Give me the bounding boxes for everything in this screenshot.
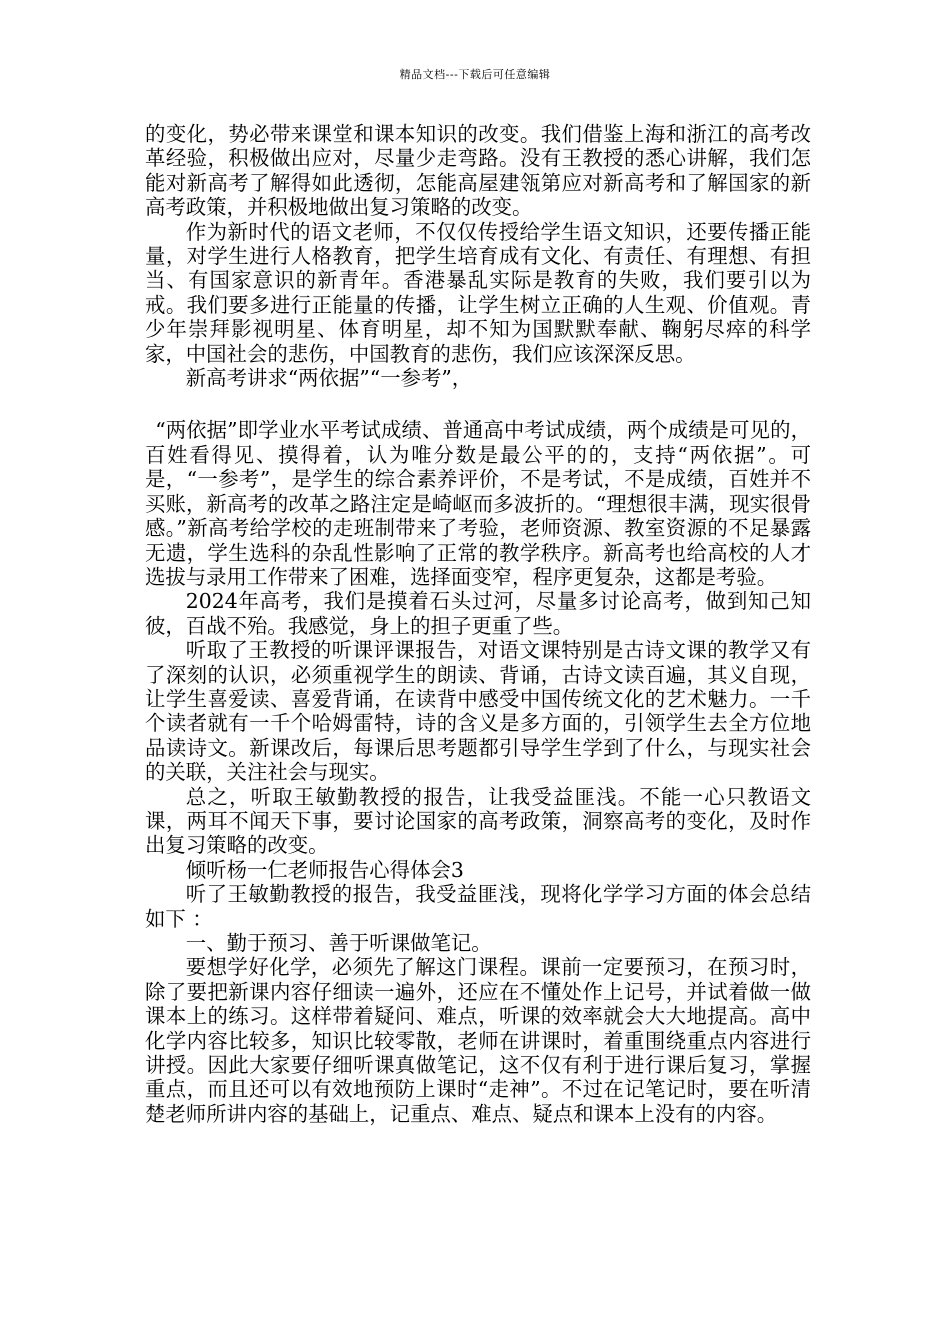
paragraph: 作为新时代的语文老师，不仅仅传授给学生语文知识，还要传播正能量，对学生进行人格教育，把学生培育成有文化、有责任、有理想、有担当、有国家意识的新青年。香港暴乱实际是教育的失败，我们要引以为戒。我们要多进行正能量的传播，让学生树立正确的人生观、价值观。青少年崇拜影视明星、体育明星，却不知为国默默奉献、鞠躬尽瘁的科学家，中国社会的悲伤，中国教育的悲伤，我们应该深深反思。 — [145, 219, 811, 366]
page-header: 精品文档---下载后可任意编辑 — [399, 68, 551, 81]
document-body — [145, 122, 811, 1126]
paragraph: “两依据”即学业水平考试成绩、普通高中考试成绩，两个成绩是可见的，百姓看得见、摸得着，认为唯分数是最公平的的，支持“两依据”。可是，“一参考”，是学生的综合素养评价，不是考试，不是成绩，百姓并不买账，新高考的改革之路注定是崎岖而多波折的。“理想很丰满，现实很骨感。”新高考给学校的走班制带来了考验，老师资源、教室资源的不足暴露无遗，学生选科的杂乱性影响了正常的教学秩序。新高考也给高校的人才选拔与录用工作带来了困难，选择面变窄，程序更复杂，这都是考验。 — [145, 418, 811, 589]
paragraph: 听了王敏勤教授的报告，我受益匪浅，现将化学学习方面的体会总结如下 ： — [145, 882, 811, 931]
paragraph: 2024年高考，我们是摸着石头过河，尽量多讨论高考，做到知己知彼，百战不殆。我感觉，身上的担子更重了些。 — [145, 589, 811, 638]
paragraph: 新高考讲求“两依据”“一参考”， — [185, 366, 473, 391]
paragraph: 总之，听取王敏勤教授的报告，让我受益匪浅。不能一心只教语文课，两耳不闻天下事，要讨论国家的高考政策，洞察高考的变化，及时作出复习策略的改变。 — [145, 784, 811, 858]
section-title: 倾听杨一仁老师报告心得体会3 — [185, 857, 464, 882]
paragraph: 听取了王教授的听课评课报告，对语文课特别是古诗文课的教学又有了深刻的认识，必须重视学生的朗读、背诵，古诗文读百遍，其义自现，让学生喜爱读、喜爱背诵，在读背中感受中国传统文化的艺术魅力。一千个读者就有一千个哈姆雷特，诗的含义是多方面的，引领学生去全方位地品读诗文。新课改后，每课后思考题都引导学生学到了什么，与现实社会的关联，关注社会与现实。 — [145, 638, 811, 785]
blank-line — [145, 390, 811, 418]
paragraph: 的变化，势必带来课堂和课本知识的改变。我们借鉴上海和浙江的高考改革经验，积极做出应对，尽量少走弯路。没有王教授的悉心讲解，我们怎能对新高考了解得如此透彻，怎能高屋建瓴第应对新高考和了解国家的新高考政策，并积极地做出复习策略的改变。 — [145, 122, 811, 220]
subheading: 一、勤于预习、善于听课做笔记。 — [185, 931, 492, 955]
paragraph: 要想学好化学，必须先了解这门课程。课前一定要预习，在预习时，除了要把新课内容仔细读一遍外，还应在不懂处作上记号，并试着做一做课本上的练习。这样带着疑问、难点，听课的效率就会大大地提高。高中化学内容比较多，知识比较零散，老师在讲课时，着重围绕重点内容进行讲授。因此大家要仔细听课真做笔记，这不仅有利于进行课后复习，掌握重点，而且还可以有效地预防上课时“走神”。不过在记笔记时，要在听清楚老师所讲内容的基础上，记重点、难点、疑点和课本上没有的内容。 — [145, 955, 811, 1126]
